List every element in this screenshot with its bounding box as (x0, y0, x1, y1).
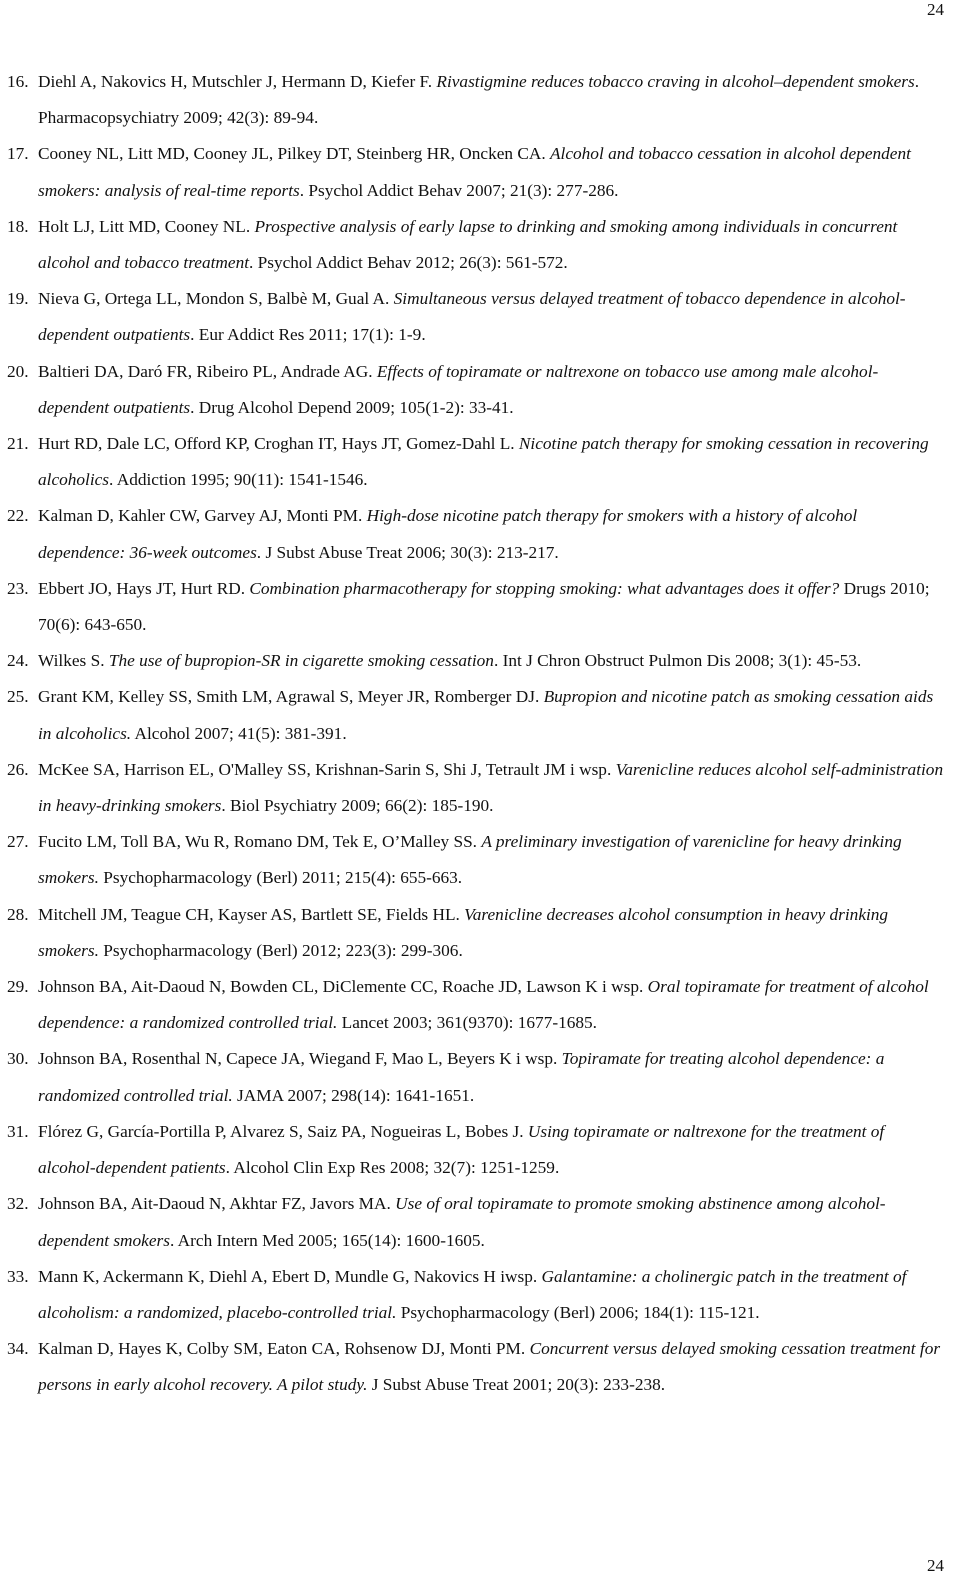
reference-number: 29. (7, 977, 29, 997)
reference-item (0, 1331, 946, 1403)
reference-number: 34. (7, 1339, 29, 1359)
reference-item (0, 643, 946, 679)
reference-authors: Kalman D, Kahler CW, Garvey AJ, Monti PM. (38, 506, 367, 526)
reference-number: 27. (7, 832, 29, 852)
reference-number: 30. (7, 1049, 29, 1069)
reference-list (0, 64, 946, 1404)
reference-title: Simultaneous versus delayed treatment of tobacco dependence in alcohol-dependent outpatients (38, 289, 906, 345)
reference-source: . Alcohol Clin Exp Res 2008; 32(7): 1251-1259. (225, 1158, 560, 1178)
reference-authors: Mitchell JM, Teague CH, Kayser AS, Bartlett SE, Fields HL. (38, 904, 465, 924)
reference-source: . Psychol Addict Behav 2012; 26(3): 561-572. (249, 253, 568, 273)
reference-title: Use of oral topiramate to promote smoking abstinence among alcohol-dependent smokers (38, 1194, 886, 1250)
page-number-bottom: 24 (927, 1556, 944, 1575)
reference-item (0, 571, 946, 643)
reference-number: 33. (7, 1266, 29, 1286)
reference-number: 20. (7, 361, 29, 381)
reference-title: High-dose nicotine patch therapy for smokers with a history of alcohol dependence: 36-week outcomes (38, 506, 858, 562)
reference-title: Nicotine patch therapy for smoking cessation in recovering alcoholics (38, 434, 929, 490)
reference-title: Oral topiramate for treatment of alcohol dependence: a randomized controlled trial. (38, 977, 929, 1033)
reference-item (0, 281, 946, 353)
reference-source: . Eur Addict Res 2011; 17(1): 1-9. (190, 325, 426, 345)
reference-title: Combination pharmacotherapy for stopping smoking: what advantages does it offer? (249, 578, 840, 598)
reference-authors: Fucito LM, Toll BA, Wu R, Romano DM, Tek E, O’Malley SS. (38, 832, 482, 852)
reference-title: Rivastigmine reduces tobacco craving in alcohol–dependent smokers (436, 72, 915, 91)
reference-number: 32. (7, 1194, 29, 1214)
reference-source: Psychopharmacology (Berl) 2012; 223(3): 299-306. (98, 940, 463, 960)
reference-title: A preliminary investigation of varenicline for heavy drinking smokers. (38, 832, 902, 888)
reference-item (0, 64, 946, 136)
reference-authors: Baltieri DA, Daró FR, Ribeiro PL, Andrade AG. (38, 361, 377, 381)
reference-item (0, 1259, 946, 1331)
reference-authors: Cooney NL, Litt MD, Cooney JL, Pilkey DT, Steinberg HR, Oncken CA. (38, 144, 550, 164)
reference-source: . Pharmacopsychiatry 2009; 42(3): 89-94. (38, 72, 920, 128)
reference-source: . Drug Alcohol Depend 2009; 105(1-2): 33-41. (190, 397, 514, 417)
reference-authors: Wilkes S. (38, 651, 109, 671)
reference-title: Prospective analysis of early lapse to drinking and smoking among individuals in concurrent alcohol and tobacco treatment (38, 216, 898, 273)
reference-number: 25. (7, 687, 29, 707)
reference-item (0, 354, 946, 426)
reference-title: Topiramate for treating alcohol dependence: a randomized controlled trial. (38, 1049, 885, 1105)
reference-number: 17. (7, 144, 29, 164)
reference-item (0, 1186, 946, 1258)
reference-source: J Subst Abuse Treat 2001; 20(3): 233-238. (367, 1375, 666, 1395)
reference-source: Lancet 2003; 361(9370): 1677-1685. (337, 1013, 597, 1033)
reference-number: 28. (7, 904, 29, 924)
reference-item (0, 897, 946, 969)
reference-source: . Biol Psychiatry 2009; 66(2): 185-190. (221, 796, 494, 816)
reference-item (0, 679, 946, 751)
reference-authors: Nieva G, Ortega LL, Mondon S, Balbè M, Gual A. (38, 289, 394, 309)
reference-item (0, 498, 946, 570)
reference-authors: Flórez G, García-Portilla P, Alvarez S, Saiz PA, Nogueiras L, Bobes J. (38, 1121, 528, 1141)
reference-title: The use of bupropion-SR in cigarette smoking cessation (108, 651, 494, 671)
reference-source: Drugs 2010; 70(6): 643-650. (38, 578, 930, 635)
page-number-top: 24 (927, 0, 944, 19)
reference-authors: Johnson BA, Ait-Daoud N, Bowden CL, DiClemente CC, Roache JD, Lawson K i wsp. (38, 977, 648, 997)
reference-number: 26. (7, 759, 29, 779)
reference-title: Using topiramate or naltrexone for the treatment of alcohol-dependent patients (38, 1121, 885, 1178)
reference-source: Psychopharmacology (Berl) 2006; 184(1): 115-121. (396, 1302, 760, 1322)
reference-number: 23. (7, 578, 29, 598)
reference-source: . Int J Chron Obstruct Pulmon Dis 2008; 3(1): 45-53. (493, 651, 862, 671)
reference-number: 16. (7, 72, 29, 91)
reference-authors: Kalman D, Hayes K, Colby SM, Eaton CA, Rohsenow DJ, Monti PM. (38, 1339, 530, 1359)
reference-authors: Mann K, Ackermann K, Diehl A, Ebert D, Mundle G, Nakovics H iwsp. (38, 1266, 542, 1286)
reference-item (0, 1041, 946, 1113)
reference-authors: Ebbert JO, Hays JT, Hurt RD. (38, 578, 250, 598)
reference-source: . J Subst Abuse Treat 2006; 30(3): 213-217. (256, 542, 559, 562)
reference-source: . Arch Intern Med 2005; 165(14): 1600-1605. (169, 1230, 485, 1250)
reference-authors: Hurt RD, Dale LC, Offord KP, Croghan IT, Hays JT, Gomez-Dahl L. (38, 434, 519, 454)
reference-item (0, 824, 946, 896)
reference-item (0, 1114, 946, 1186)
reference-authors: McKee SA, Harrison EL, O'Malley SS, Krishnan-Sarin S, Shi J, Tetrault JM i wsp. (38, 759, 616, 779)
reference-number: 18. (7, 216, 29, 236)
reference-item (0, 136, 946, 208)
reference-number: 22. (7, 506, 29, 526)
reference-title: Concurrent versus delayed smoking cessation treatment for persons in early alcohol recovery. A pilot study. (38, 1339, 941, 1395)
reference-title: Varenicline decreases alcohol consumption in heavy drinking smokers. (38, 904, 889, 960)
reference-title: Galantamine: a cholinergic patch in the treatment of alcoholism: a randomized, placebo-controlled trial. (38, 1266, 907, 1322)
reference-number: 24. (7, 651, 29, 671)
reference-source: Alcohol 2007; 41(5): 381-391. (131, 723, 347, 743)
reference-item (0, 969, 946, 1041)
reference-authors: Diehl A, Nakovics H, Mutschler J, Hermann D, Kiefer F. (38, 72, 437, 91)
reference-source: Psychopharmacology (Berl) 2011; 215(4): 655-663. (98, 868, 463, 888)
reference-title: Effects of topiramate or naltrexone on tobacco use among male alcohol-dependent outpatients (38, 361, 879, 417)
reference-title: Bupropion and nicotine patch as smoking cessation aids in alcoholics. (38, 687, 934, 743)
reference-authors: Johnson BA, Rosenthal N, Capece JA, Wiegand F, Mao L, Beyers K i wsp. (38, 1049, 562, 1069)
reference-number: 19. (7, 289, 29, 309)
reference-source: . Addiction 1995; 90(11): 1541-1546. (109, 470, 368, 490)
reference-number: 21. (7, 434, 29, 454)
reference-number: 31. (7, 1121, 29, 1141)
reference-authors: Holt LJ, Litt MD, Cooney NL. (38, 216, 255, 236)
reference-source: . Psychol Addict Behav 2007; 21(3): 277-286. (299, 180, 619, 200)
reference-source: JAMA 2007; 298(14): 1641-1651. (232, 1085, 475, 1105)
reference-item (0, 426, 946, 498)
reference-title: Alcohol and tobacco cessation in alcohol dependent smokers: analysis of real-time reports (38, 144, 911, 200)
reference-authors: Grant KM, Kelley SS, Smith LM, Agrawal S, Meyer JR, Romberger DJ. (38, 687, 544, 707)
reference-authors: Johnson BA, Ait-Daoud N, Akhtar FZ, Javors MA. (38, 1194, 396, 1214)
reference-item (0, 209, 946, 281)
reference-item (0, 752, 946, 824)
reference-title: Varenicline reduces alcohol self-administration in heavy-drinking smokers (38, 759, 944, 816)
